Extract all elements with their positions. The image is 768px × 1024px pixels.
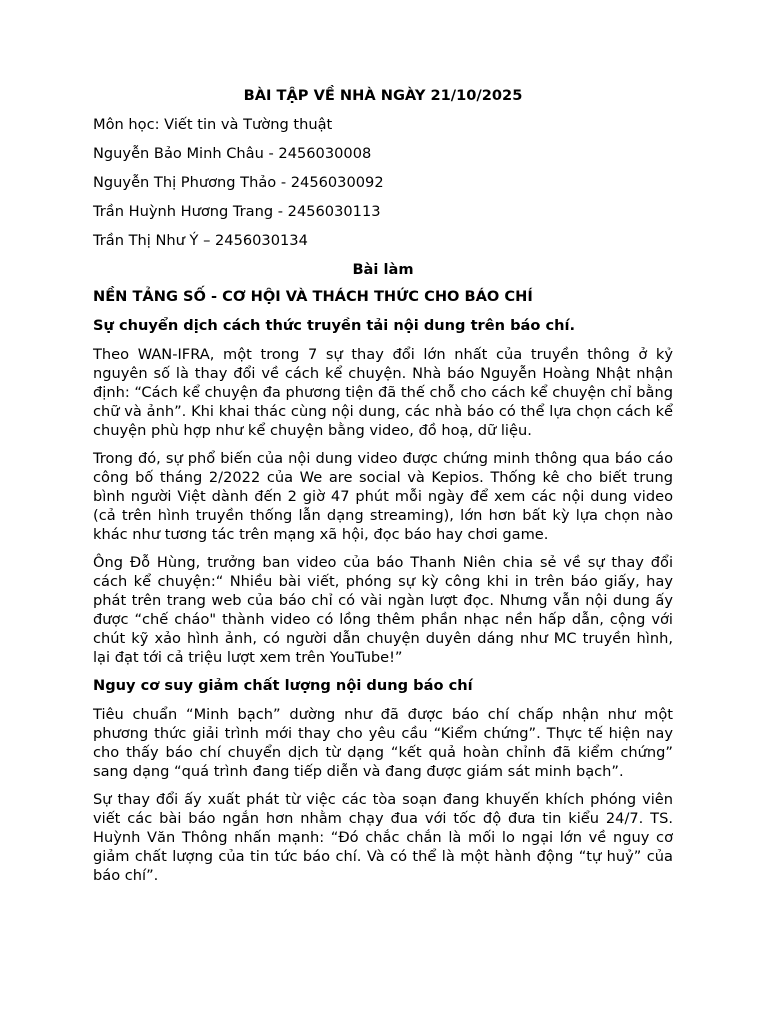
body-paragraph: Tiêu chuẩn “Minh bạch” dường như đã được báo chí chấp nhận như một phương thức giải trình mới thay cho yêu cầu “Kiểm chứng”. Thực tế hiện nay cho thấy báo chí chuyển dịch từ dạng “kết quả hoàn chỉnh đã kiểm chứng” sang dạng “quá trình đang tiếp diễn và đang được giám sát minh bạch”. (93, 706, 673, 780)
section-label: Bài làm (352, 261, 414, 278)
document-page (93, 86, 673, 894)
student-line: Nguyễn Bảo Minh Châu - 2456030008 (93, 145, 372, 162)
body-paragraph: Trong đó, sự phổ biến của nội dung video được chứng minh thông qua báo cáo công bố tháng 2/2022 của We are social và Kepios. Thống kê cho biết trung bình người Việt dành đến 2 giờ 47 phút mỗi ngày để xem các nội dung video (cả trên hình truyền thống lẫn dạng streaming), lớn hơn bất kỳ lựa chọn nào khác như tương tác trên mạng xã hội, đọc báo hay chơi game. (93, 450, 673, 543)
body-paragraph: Sự thay đổi ấy xuất phát từ việc các tòa soạn đang khuyến khích phóng viên viết các bài báo ngắn hơn nhằm chạy đua với tốc độ đưa tin kiểu 24/7. TS. Huỳnh Văn Thông nhấn mạnh: “Đó chắc chắn là mối lo ngại lớn về nguy cơ giảm chất lượng của tin tức báo chí. Và có thể là một hành động “tự huỷ” của báo chí”. (93, 791, 673, 884)
document-title: BÀI TẬP VỀ NHÀ NGÀY 21/10/2025 (243, 87, 523, 104)
body-paragraph: Theo WAN-IFRA, một trong 7 sự thay đổi lớn nhất của truyền thông ở kỷ nguyên số là thay đổi về cách kể chuyện. Nhà báo Nguyễn Hoàng Nhật nhận định: “Cách kể chuyện đa phương tiện đã thế chỗ cho cách kể chuyện chỉ bằng chữ và ảnh”. Khi khai thác cùng nội dung, các nhà báo có thể lựa chọn cách kể chuyện phù hợp như kể chuyện bằng video, đồ hoạ, dữ liệu. (93, 346, 673, 439)
main-heading: NỀN TẢNG SỐ - CƠ HỘI VÀ THÁCH THỨC CHO BÁO CHÍ (93, 288, 533, 305)
student-line: Trần Thị Như Ý – 2456030134 (93, 232, 308, 249)
body-paragraph: Ông Đỗ Hùng, trưởng ban video của báo Thanh Niên chia sẻ về sự thay đổi cách kể chuyện:“ Nhiều bài viết, phóng sự kỳ công khi in trên báo giấy, hay phát trên trang web của báo chỉ có vài ngàn lượt đọc. Nhưng vẫn nội dung ấy được “chế cháo" thành video có lồng thêm phần nhạc nền hấp dẫn, cộng với chút kỹ xảo hình ảnh, có người dẫn chuyện duyên dáng như MC truyền hình, lại đạt tới cả triệu lượt xem trên YouTube!” (93, 554, 673, 666)
subheading: Nguy cơ suy giảm chất lượng nội dung báo chí (93, 677, 473, 694)
student-line: Nguyễn Thị Phương Thảo - 2456030092 (93, 174, 384, 191)
subheading: Sự chuyển dịch cách thức truyền tải nội dung trên báo chí. (93, 317, 576, 334)
student-line: Trần Huỳnh Hương Trang - 2456030113 (93, 203, 381, 220)
subject-line: Môn học: Viết tin và Tường thuật (93, 116, 333, 133)
